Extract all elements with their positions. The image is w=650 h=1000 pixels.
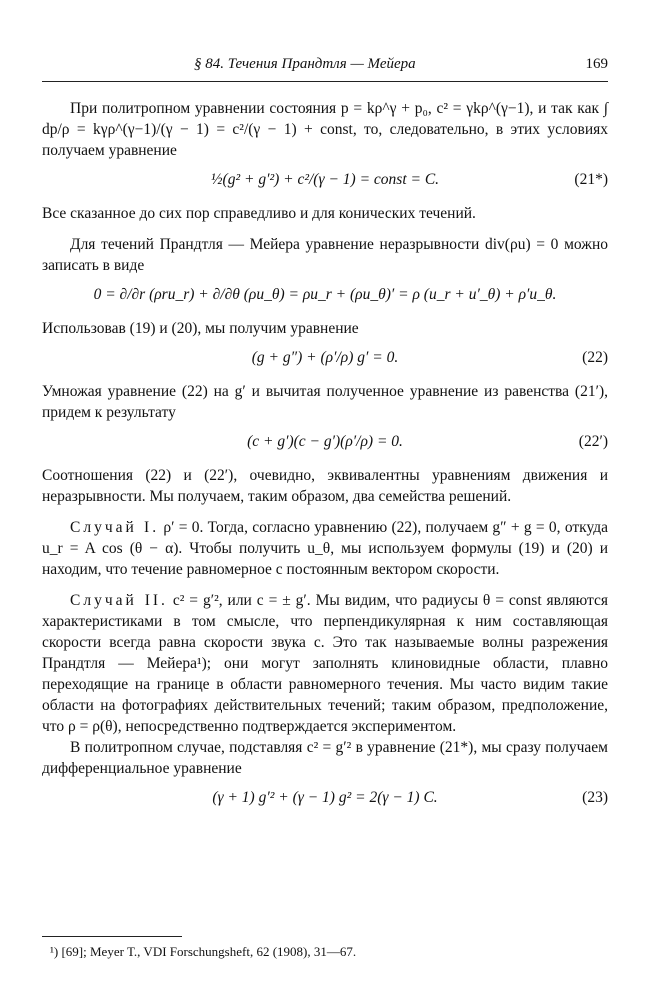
spacer [42, 224, 608, 234]
paragraph-multiplying: Умножая уравнение (22) на g′ и вычитая полученное уравнение из равенства (21′), придем к результату [42, 383, 608, 421]
equation-number: (22′) [578, 433, 608, 450]
footnote-rule [42, 936, 182, 937]
equation-text: 0 = ∂/∂r (ρru_r) + ∂/∂θ (ρu_θ) = ρu_r + (ρu_θ)′ = ρ (u_r + u′_θ) + ρ′u_θ. [93, 286, 557, 303]
equation-22 [42, 341, 608, 379]
paragraph-case-1 [42, 517, 608, 580]
equation-text: ½(g² + g′²) + c²/(γ − 1) = const = C. [210, 171, 440, 188]
equation-text: (γ + 1) g′² + (γ − 1) g² = 2(γ − 1) C. [212, 789, 438, 806]
paragraph-conical: Все сказанное до сих пор справедливо и для конических течений. [42, 205, 476, 222]
paragraph-continuity: Для течений Прандтля — Мейера уравнение неразрывности div(ρu) = 0 можно записать в виде [42, 236, 608, 274]
equation-21-star [42, 163, 608, 201]
paragraph-polytropic: При политропном уравнении состояния p = kρ^γ + p₀, c² = γkρ^(γ−1), и так как ∫ dp/ρ = kγρ^(γ−1)/(γ − 1) = c²/(γ − 1) + const, то, следовательно, в этих условиях получаем уравнение [42, 100, 608, 159]
case-2-text: c² = g′², или c = ± g′. Мы видим, что радиусы θ = const являются характеристиками в том смысле, что перпендикулярная к ним составляющая скорости всегда равна скорости звука c. Это так называемые волны разрежения Прандтля — Мейера¹); они могут заполнять клиновидные области, плавно переходящие на границе в области равномерного течения. Мы часто видим такие области на фотографиях действительных течений; таким образом, предположение, что ρ = ρ(θ), непосредственно подтверждается экспериментом. [42, 592, 608, 735]
page-body [42, 98, 608, 813]
running-header [42, 56, 608, 78]
case-1-text: ρ′ = 0. Тогда, согласно уравнению (22), получаем g″ + g = 0, откуда u_r = A cos (θ − α). Чтобы получить u_θ, мы используем формулы (19) и (20) и находим, что течение равномерное с постоянным вектором скорости. [42, 519, 608, 578]
paragraph-using-19-20: Использовав (19) и (20), мы получим уравнение [42, 320, 359, 337]
footnote: ¹) [69]; Meyer T., VDI Forschungsheft, 62 (1908), 31—67. [50, 944, 357, 959]
equation-number: (23) [582, 789, 608, 806]
equation-text: (g + g″) + (ρ′/ρ) g′ = 0. [251, 349, 399, 366]
case-1-label: Случай I. [70, 519, 160, 536]
equation-number: (21*) [574, 171, 608, 188]
equation-22-prime [42, 425, 608, 463]
paragraph-relations: Соотношения (22) и (22′), очевидно, эквивалентны уравнениям движения и неразрывности. Мы получаем, таким образом, два семейства решений. [42, 467, 608, 505]
paragraph-polytropic-case: В политропном случае, подставляя c² = g′² в уравнение (21*), мы сразу получаем дифференциальное уравнение [42, 739, 608, 777]
equation-text: (c + g′)(c − g′)(ρ′/ρ) = 0. [247, 433, 403, 450]
equation-23 [42, 781, 608, 811]
case-2-label: Случай II. [70, 592, 168, 609]
equation-continuity [42, 278, 608, 316]
spacer [42, 507, 608, 517]
header-rule [42, 81, 608, 82]
equation-number: (22) [582, 349, 608, 366]
page-number: 169 [585, 56, 608, 72]
paragraph-case-2 [42, 590, 608, 737]
header-title: § 84. Течения Прандтля — Мейера [194, 56, 416, 72]
spacer [42, 580, 608, 590]
